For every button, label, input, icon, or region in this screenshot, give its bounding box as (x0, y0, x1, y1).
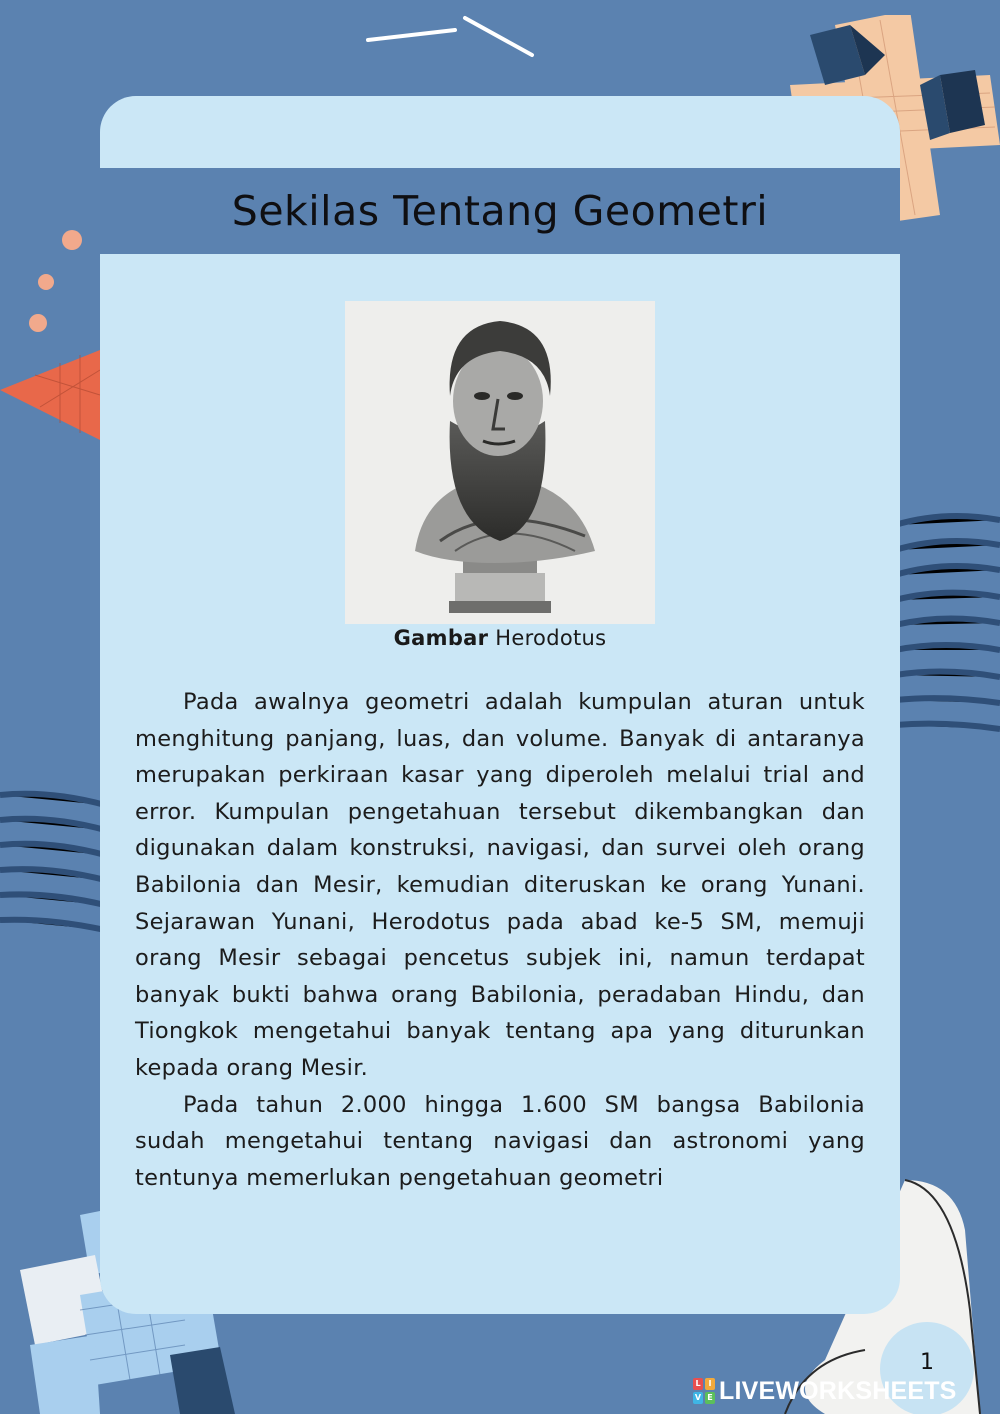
dots-decoration (20, 225, 100, 335)
top-lines-decoration (360, 10, 550, 65)
body-text (135, 684, 865, 1196)
image-caption (100, 626, 900, 650)
liveworksheets-brand (693, 1374, 957, 1408)
page-number: 1 (880, 1322, 974, 1414)
page-title: Sekilas Tentang Geometri (231, 187, 769, 235)
content-card (100, 96, 900, 1314)
brand-text: LIVEWORKSHEETS (719, 1376, 957, 1405)
left-stripes-decoration (0, 780, 105, 950)
caption-text: Herodotus (488, 626, 607, 650)
liveworksheets-logo-icon: L I V E (693, 1378, 715, 1404)
caption-bold: Gambar (393, 626, 489, 650)
paragraph: Pada awalnya geometri adalah kumpulan aturan untuk menghitung panjang, luas, dan volume. Banyak di antaranya merupakan perkiraan kasar yang diperoleh melalui trial and error. Kumpulan pengetahuan tersebut dikembangkan dan digunakan dalam konstruksi, navigasi, dan survei oleh orang Babilonia dan Mesir, kemudian diteruskan ke orang Yunani. Sejarawan Yunani, Herodotus pada abad ke-5 SM, memuji orang Mesir sebagai pencetus subjek ini, namun terdapat banyak bukti bahwa orang Babilonia, peradaban Hindu, dan Tiongkok mengetahui banyak tentang apa yang diturunkan kepada orang Mesir. (135, 689, 865, 1081)
paragraph: Pada tahun 2.000 hingga 1.600 SM bangsa Babilonia sudah mengetahui tentang navigasi dan astronomi yang tentunya memerlukan pengetahuan geometri (135, 1091, 865, 1191)
right-stripes-decoration (895, 505, 1000, 740)
title-band (100, 168, 900, 254)
orange-triangle-decoration (0, 345, 105, 445)
herodotus-bust-icon (345, 301, 655, 624)
herodotus-portrait (345, 301, 655, 624)
